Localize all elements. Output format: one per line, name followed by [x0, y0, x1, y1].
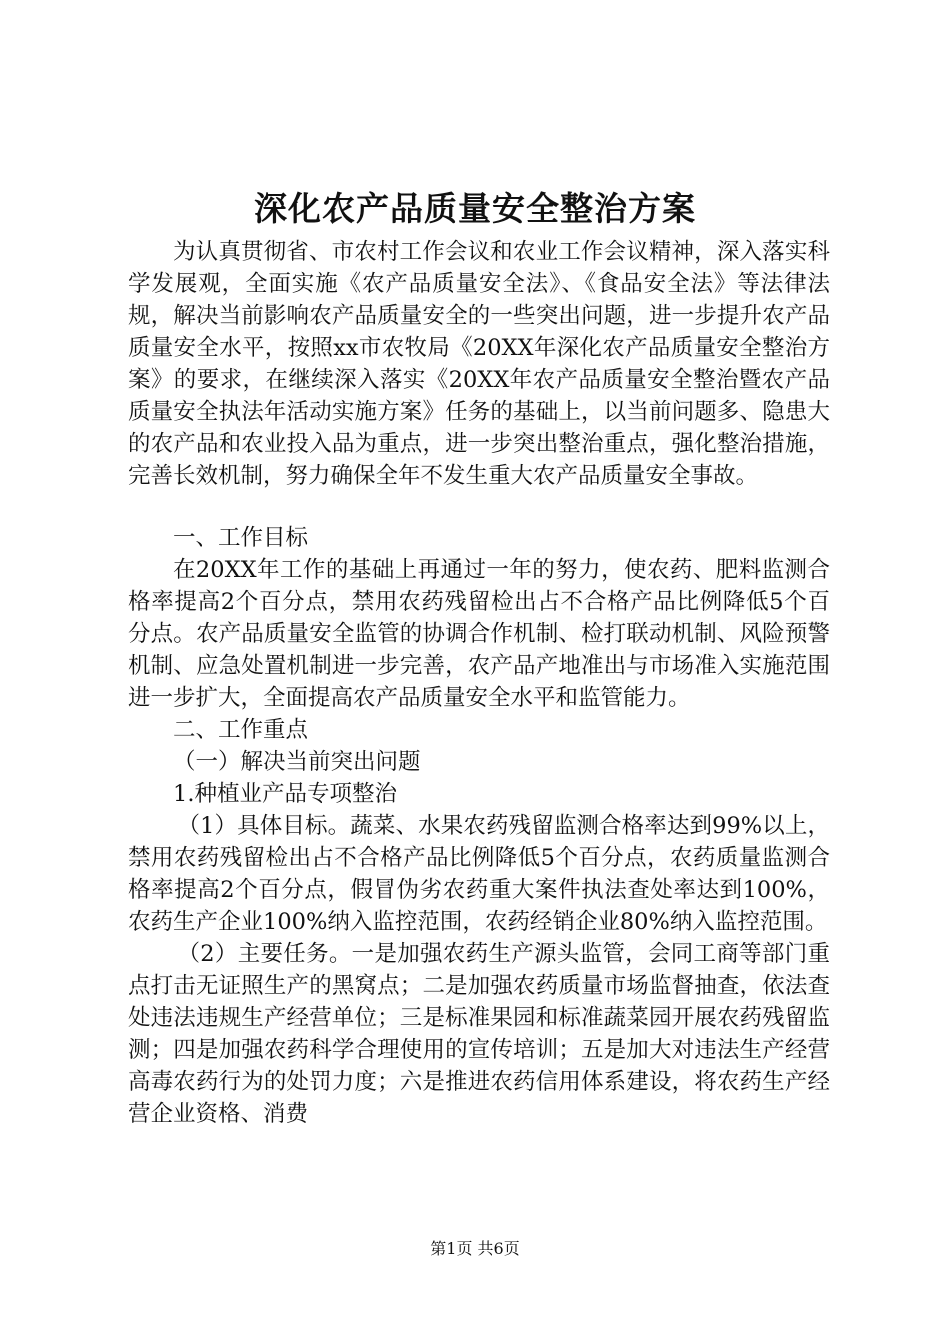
paragraph-gap [128, 492, 830, 522]
section-heading-goals: 一、工作目标 [173, 525, 309, 551]
tasks-paragraph: （2）主要任务。一是加强农药生产源头监管，会同工商等部门重点打击无证照生产的黑窝点；二是加强农药质量市场监督抽查，依法查处违法违规生产经营单位；三是标准果园和标准蔬菜园开展农药残留监测；四是加强农药科学合理使用的宣传培训；五是加大对违法生产经营高毒农药行为的处罚力度；六是推进农药信用体系建设，将农药生产经营企业资格、消费 [128, 941, 830, 1127]
page-number-footer: 第1页 共6页 [430, 1239, 520, 1258]
intro-paragraph: 为认真贯彻省、市农村工作会议和农业工作会议精神，深入落实科学发展观，全面实施《农产品质量安全法》、《食品安全法》等法律法规，解决当前影响农产品质量安全的一些突出问题，进一步提升农产品质量安全水平，按照xx市农牧局《20XX年深化农产品质量安全整治方案》的要求，在继续深入落实《20XX年农产品质量安全整治暨农产品质量安全执法年活动实施方案》任务的基础上，以当前问题多、隐患大的农产品和农业投入品为重点，进一步突出整治重点，强化整治措施，完善长效机制，努力确保全年不发生重大农产品质量安全事故。 [128, 239, 830, 489]
goals-paragraph: 在20XX年工作的基础上再通过一年的努力，使农药、肥料监测合格率提高2个百分点，禁用农药残留检出占不合格产品比例降低5个百分点。农产品质量安全监管的协调合作机制、检打联动机制、风险预警机制、应急处置机制进一步完善，农产品产地准出与市场准入实施范围进一步扩大，全面提高农产品质量安全水平和监管能力。 [128, 557, 830, 711]
targets-paragraph: （1）具体目标。蔬菜、水果农药残留监测合格率达到99%以上，禁用农药残留检出占不合格产品比例降低5个百分点，农药质量监测合格率提高2个百分点，假冒伪劣农药重大案件执法查处率达到100%，农药生产企业100%纳入监控范围，农药经销企业80%纳入监控范围。 [128, 813, 830, 935]
subsection-heading: （一）解决当前突出问题 [173, 749, 421, 775]
section-heading-focus: 二、工作重点 [173, 717, 309, 743]
document-body [128, 236, 830, 1130]
document-title: 深化农产品质量安全整治方案 [254, 189, 696, 228]
item-heading-planting: 1.种植业产品专项整治 [173, 781, 397, 807]
